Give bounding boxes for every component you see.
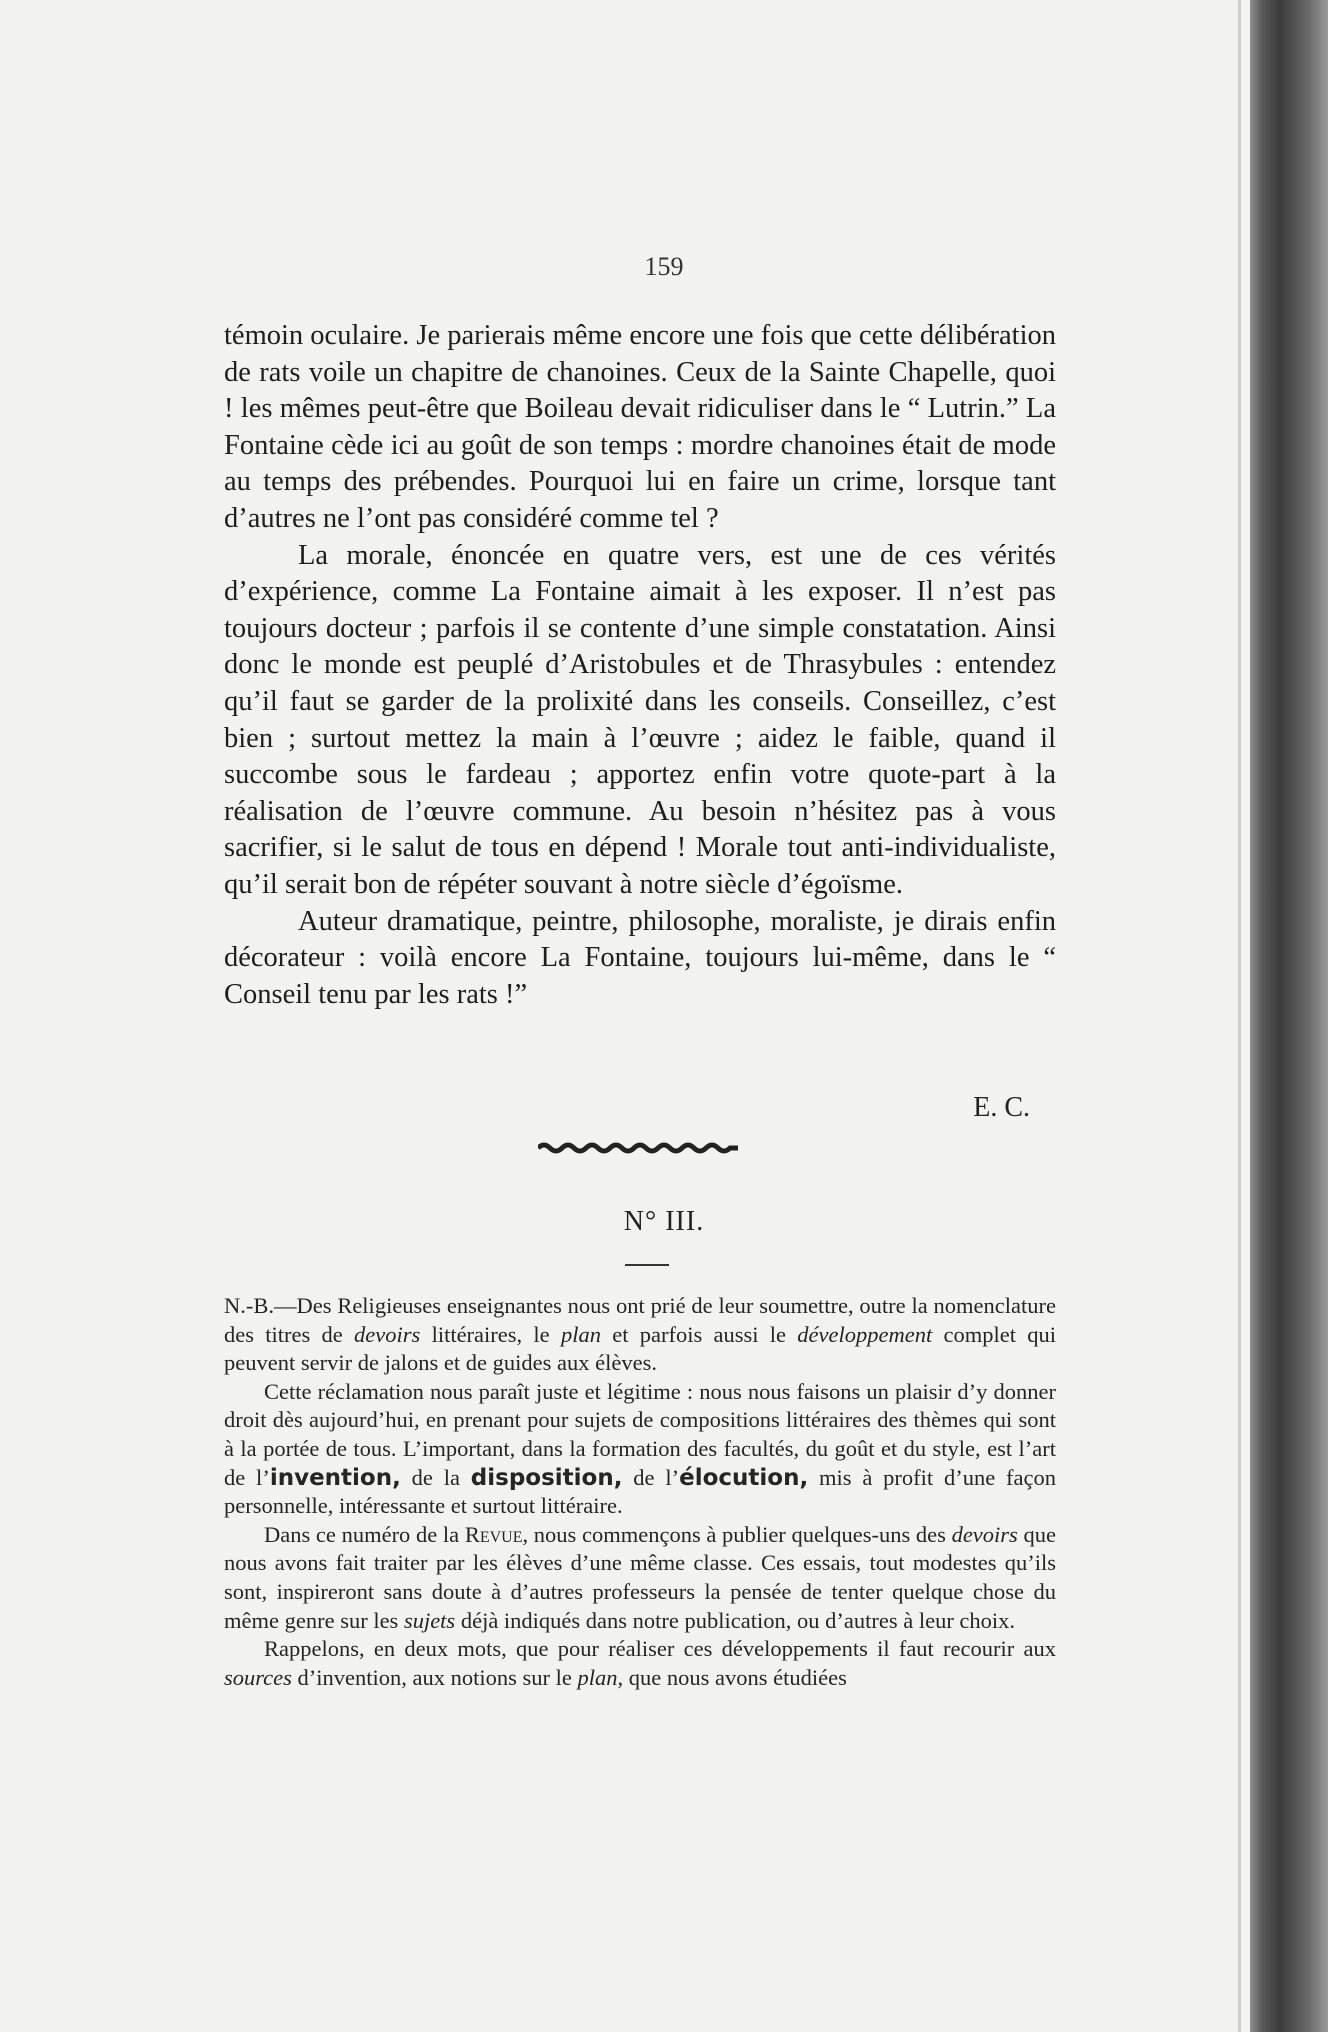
- note-paragraph: N.-B.—Des Religieuses enseignantes nous ont prié de leur soumettre, outre la nomenclature des titres de devoirs littéraires, le plan et parfois aussi le développement complet qui peuvent servir de jalons et de guides aux élèves.: [224, 1293, 1056, 1376]
- decorative-ornament: [538, 1142, 738, 1154]
- essay-paragraph: témoin oculaire. Je parierais même encore une fois que cette délibération de rats voile un chapitre de chanoines. Ceux de la Sainte Chapelle, quoi ! les mêmes peut-être que Boileau devait ridiculiser dans le “ Lutrin.” La Fontaine cède ici au goût de son temps : mordre chanoines était de mode au temps des prébendes. Pourquoi lui en faire un crime, lorsque tant d’autres ne l’ont pas considéré comme tel ?: [224, 320, 1056, 534]
- author-signature: E. C.: [973, 1092, 1030, 1123]
- essay-paragraph: Auteur dramatique, peintre, philosophe, moraliste, je dirais enfin décorateur : voilà encore La Fontaine, toujours lui-même, dans le “ Conseil tenu par les rats !”: [224, 905, 1056, 1010]
- book-binding-edge: [1250, 0, 1328, 2032]
- note-paragraph: Rappelons, en deux mots, que pour réaliser ces développements il faut recourir aux sources d’invention, aux notions sur le plan, que nous avons étudiées: [224, 1636, 1056, 1690]
- note-paragraph: Dans ce numéro de la Revue, nous commençons à publier quelques-uns des devoirs que nous avons fait traiter par les élèves d’une même classe. Ces essais, tout modestes qu’ils sont, inspireront sans doute à d’autres professeurs la pensée de tenter quelque chose du même genre sur les sujets déjà indiqués dans notre publication, ou d’autres à leur choix.: [224, 1521, 1056, 1633]
- section-title: N° III.: [623, 1206, 705, 1237]
- editorial-note: [224, 1292, 1056, 1692]
- page-number: 159: [644, 252, 684, 281]
- essay-text: [224, 318, 1056, 1013]
- page-edge-line: [1238, 0, 1241, 2032]
- section-rule: [625, 1264, 669, 1266]
- note-paragraph: Cette réclamation nous paraît juste et légitime : nous nous faisons un plaisir d’y donner droit dès aujourd’hui, en prenant pour sujets de compositions littéraires des thèmes qui sont à la portée de tous. L’important, dans la formation des facultés, du goût et du style, est l’art de l’invention, de la disposition, de l’élocution, mis à profit d’une façon personnelle, intéressante et surtout littéraire.: [224, 1378, 1056, 1519]
- essay-paragraph: La morale, énoncée en quatre vers, est une de ces vérités d’expérience, comme La Fontaine aimait à les exposer. Il n’est pas toujours docteur ; parfois il se contente d’une simple constatation. Ainsi donc le monde est peuplé d’Aristobules et de Thrasybules : entendez qu’il faut se garder de la prolixité dans les conseils. Conseillez, c’est bien ; surtout mettez la main à l’œuvre ; aidez le faible, quand il succombe sous le fardeau ; apportez enfin votre quote-part à la réalisation de l’œuvre commune. Au besoin n’hésitez pas à vous sacrifier, si le salut de tous en dépend ! Morale tout anti-individualiste, qu’il serait bon de répéter souvant à notre siècle d’égoïsme.: [224, 539, 1056, 900]
